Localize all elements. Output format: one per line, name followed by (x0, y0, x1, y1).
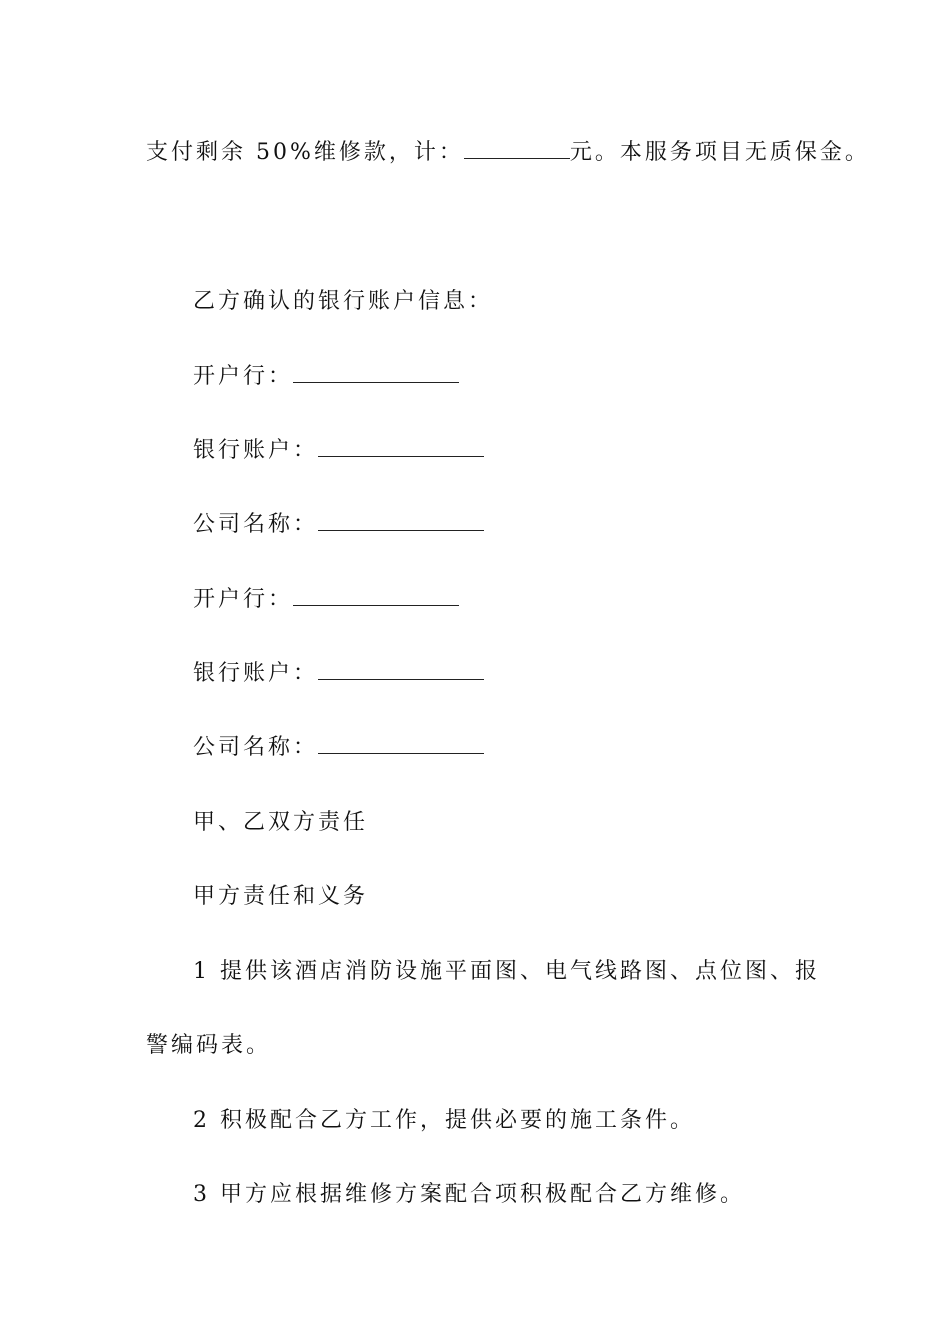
bank-field-blank (293, 362, 459, 383)
list-item-2: 2 积极配合乙方工作，提供必要的施工条件。 (193, 1108, 695, 1133)
bank-field-row (193, 659, 484, 689)
bank-field-label: 银行账户： (193, 438, 319, 463)
amount-blank (464, 138, 570, 159)
bank-field-row (193, 510, 484, 540)
bank-field-label: 开户行： (193, 364, 294, 389)
bank-field-blank (318, 510, 484, 531)
subsection-heading: 甲方责任和义务 (193, 884, 369, 909)
payment-line-suffix: 元。本服务项目无质保金。 (569, 140, 870, 165)
bank-field-blank (318, 733, 484, 754)
bank-field-label: 银行账户： (193, 661, 319, 686)
payment-line-prefix: 支付剩余 50%维修款，计： (146, 140, 464, 165)
bank-info-heading: 乙方确认的银行账户信息： (193, 289, 494, 314)
list-item-1-line2: 警编码表。 (146, 1033, 272, 1058)
bank-field-blank (293, 585, 459, 606)
bank-field-label: 公司名称： (193, 735, 319, 760)
bank-field-blank (318, 659, 484, 680)
bank-field-row (193, 585, 459, 615)
bank-field-row (193, 436, 484, 466)
bank-field-row (193, 362, 459, 392)
bank-field-blank (318, 436, 484, 457)
bank-field-row (193, 733, 484, 763)
list-item-3: 3 甲方应根据维修方案配合项积极配合乙方维修。 (193, 1182, 745, 1207)
section-heading: 甲、乙双方责任 (193, 810, 369, 835)
payment-line (146, 138, 870, 168)
list-item-1-line1: 1 提供该酒店消防设施平面图、电气线路图、点位图、报 (193, 959, 820, 984)
bank-field-label: 公司名称： (193, 512, 319, 537)
bank-field-label: 开户行： (193, 587, 294, 612)
